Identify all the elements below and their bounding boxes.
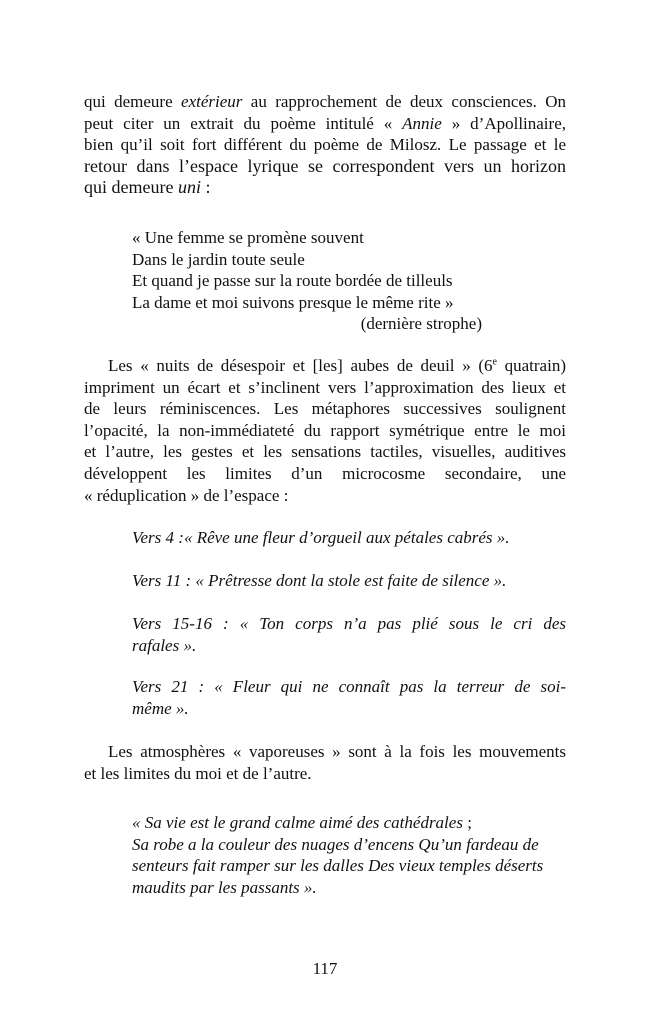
poem-source: (dernière strophe) [360,314,482,334]
poem-quote-2 [132,812,566,898]
poem-line: Et quand je passe sur la route bordée de tilleuls [132,271,453,291]
page-number: 117 [312,959,338,978]
text: impriment un écart et s’inclinent vers l’approximation des lieux et [84,377,566,397]
text: « réduplication » de l’espace : [84,485,289,505]
verse-line: Vers 4 :« Rêve une fleur d’orgueil aux pétales cabrés ». [132,528,510,547]
verse-line: rafales ». [132,635,197,655]
emphasis: uni [177,177,201,198]
verse-line: Vers 15-16 : « Ton corps n’a pas plié sous le cri des [132,614,566,633]
text: qui demeure [84,92,182,111]
poem-line: Des vieux temples déserts maudits par les passants ». [132,856,544,897]
text: Les « nuits de désespoir et [les] aubes de deuil » (6 [108,356,493,375]
verse-quote-4 [132,676,566,719]
verse-line: Vers 11 : « Prêtresse dont la stole est faite de silence ». [132,571,507,590]
poem-line: Qu’un fardeau de senteurs fait ramper sur les dalles [132,834,539,876]
superscript: e [492,356,497,368]
text: de leurs réminiscences. Les métaphores successives soulignent [84,399,566,419]
poem-line: Sa robe a la couleur des nuages d’encens [132,834,415,854]
poem-quote-1 [132,227,566,335]
text: et l’autre, les gestes et les sensations tactiles, visuelles, auditives [84,442,566,462]
text: et les limites du moi et de l’autre. [84,763,312,783]
text: qui demeure [84,177,178,198]
text: ; [462,813,472,832]
text: développent les limites d’un microcosme secondaire, une [84,463,566,483]
text: retour dans l’espace lyrique se correspondent vers un horizon [84,155,566,176]
text: quatrain) [496,356,566,375]
text: : [200,177,211,198]
poem-title: Annie [402,113,442,133]
paragraph-2 [84,355,566,506]
text: au rapprochement de deux consciences. On [242,92,567,111]
paragraph-3 [84,741,566,784]
paragraph-1 [84,91,566,199]
poem-line: La dame et moi suivons presque le même rite » [132,292,454,312]
verse-line: Vers 21 : « Fleur qui ne connaît pas la terreur de soi- [132,677,566,696]
text: peut citer un extrait du poème intitulé « [84,113,403,133]
verse-line: même ». [132,698,189,718]
verse-quote-2 [132,570,566,592]
emphasis: extérieur [181,92,243,111]
text: bien qu’il soit fort différent du poème de Milosz. Le passage et le [84,135,566,155]
verse-quote-1 [132,527,566,549]
poem-line: Dans le jardin toute seule [132,249,305,269]
poem-line: « Une femme se promène souvent [132,228,364,247]
verse-quote-3 [132,613,566,656]
text: Les atmosphères « vaporeuses » sont à la fois les mouvements [108,742,566,761]
text: » d’Apollinaire, [441,113,566,133]
poem-line: « Sa vie est le grand calme aimé des cathédrales [132,813,463,832]
text: l’opacité, la non-immédiateté du rapport symétrique entre le moi [84,420,566,440]
